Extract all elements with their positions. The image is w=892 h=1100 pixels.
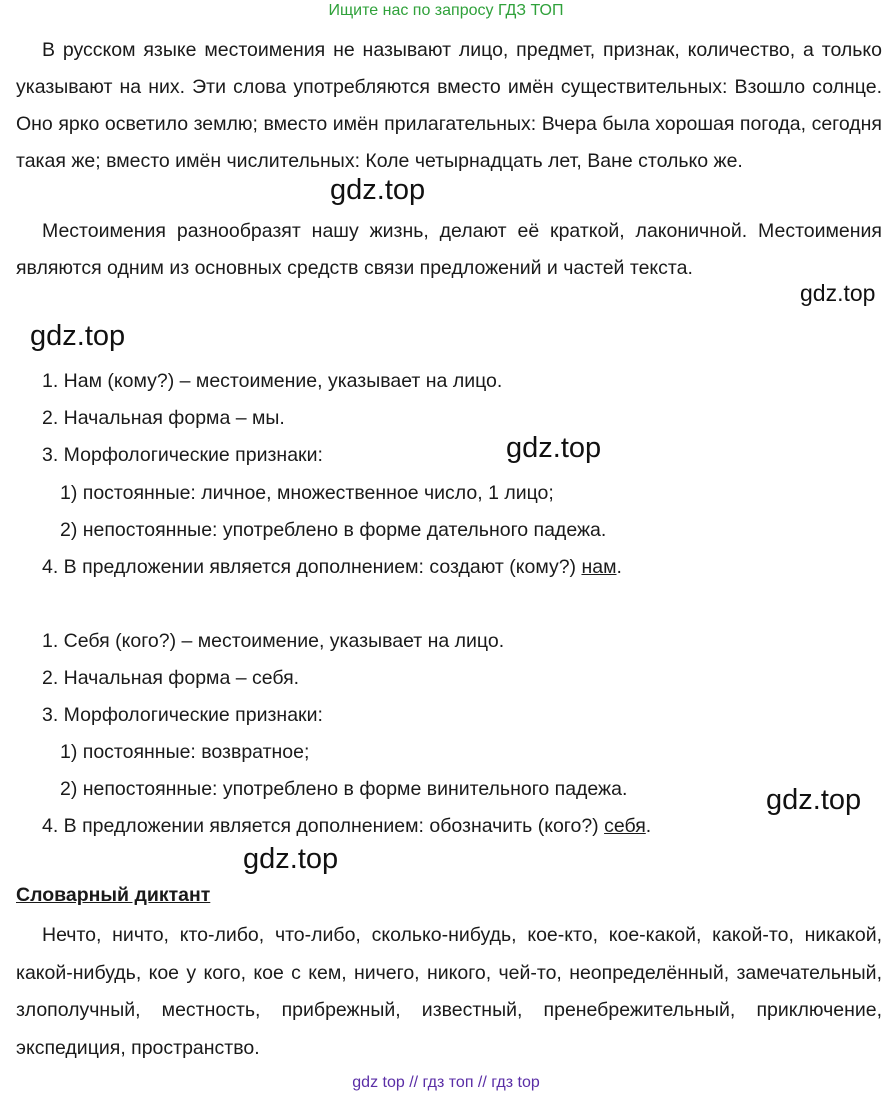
analysis-2-line-4: 1) постоянные: возвратное; [60, 741, 310, 763]
watermark: gdz.top [766, 784, 862, 816]
watermark: gdz.top [800, 280, 876, 306]
period: . [616, 556, 622, 578]
analysis-2-line-5: 2) непостоянные: употреблено в форме винительного падежа. [60, 778, 628, 800]
analysis-1-line-1: 1. Нам (кому?) – местоимение, указывает на лицо. [42, 370, 503, 392]
analysis-1-line-5: 2) непостоянные: употреблено в форме дательного падежа. [60, 519, 607, 541]
watermark: gdz.top [243, 843, 339, 875]
analysis-1-line-2: 2. Начальная форма – мы. [42, 407, 285, 429]
footer-links[interactable]: gdz top // гдз топ // гдз top [352, 1074, 540, 1091]
intro-paragraph-2: Местоимения разнообразят нашу жизнь, делают её краткой, лаконичной. Местоимения являются одним из основных средств связи предложений и частей текста. [16, 220, 882, 279]
analysis-2-line-3: 3. Морфологические признаки: [42, 704, 323, 726]
analysis-1-line-4: 1) постоянные: личное, множественное число, 1 лицо; [60, 482, 554, 504]
dictation-text: Нечто, ничто, кто-либо, что-либо, сколько-нибудь, кое-кто, кое-какой, какой-то, никакой, какой-нибудь, кое у кого, кое с кем, ничего, никого, чей-то, неопределённый, замечательный, злополучный, местность, прибрежный, известный, пренебрежительный, приключение, экспедиция, пространство. [16, 924, 882, 1059]
header-link[interactable]: Ищите нас по запросу ГДЗ ТОП [328, 2, 564, 19]
analysis-2-line-6 [42, 815, 651, 838]
underlined-word: себя [604, 815, 646, 837]
watermark: gdz.top [506, 432, 602, 464]
watermark: gdz.top [330, 174, 426, 206]
analysis-2-line-1: 1. Себя (кого?) – местоимение, указывает на лицо. [42, 630, 505, 652]
underlined-word: нам [581, 556, 617, 578]
watermark: gdz.top [30, 320, 126, 352]
dictation-heading: Словарный диктант [16, 884, 211, 906]
analysis-2-line-6-text: 4. В предложении является дополнением: обозначить (кого?) [42, 815, 605, 837]
analysis-2-line-2: 2. Начальная форма – себя. [42, 667, 300, 689]
period: . [645, 815, 652, 837]
analysis-1-line-6 [42, 556, 622, 579]
analysis-1-line-6-text: 4. В предложении является дополнением: создают (кому?) [42, 556, 582, 578]
intro-paragraph-1: В русском языке местоимения не называют лицо, предмет, признак, количество, а только указывают на них. Эти слова употребляются вместо имён существительных: Взошло солнце. Оно ярко осветило землю; вместо имён прилагательных: Вчера была хорошая погода, сегодня такая же; вместо имён числительных: Коле четырнадцать лет, Ване столько же. [16, 39, 882, 172]
analysis-1-line-3: 3. Морфологические признаки: [42, 444, 323, 466]
